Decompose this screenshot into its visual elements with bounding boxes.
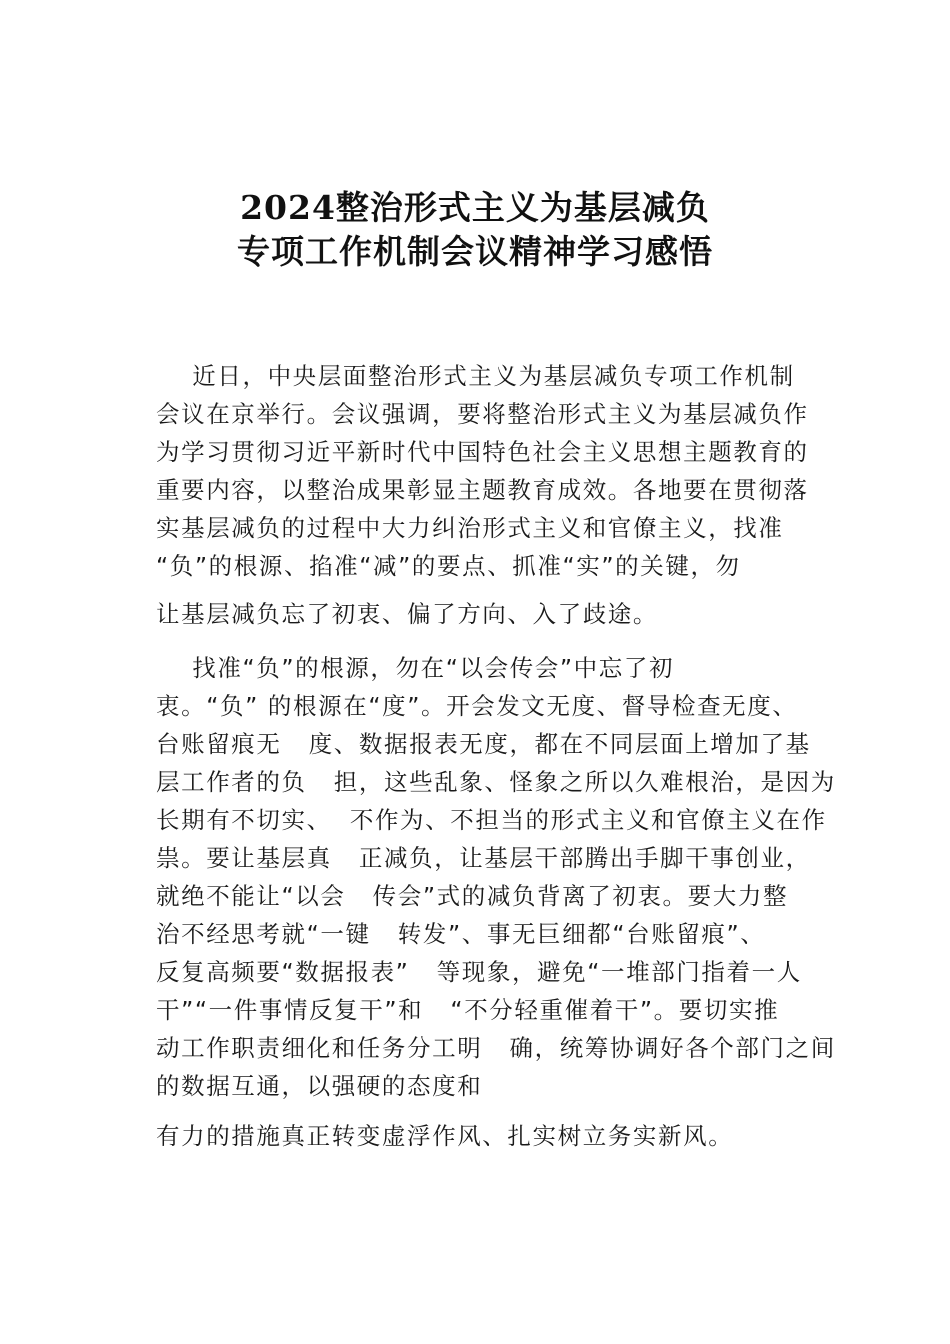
- paragraph-line: 台账留痕无 度、数据报表无度，都在不同层面上增加了基: [156, 730, 811, 758]
- paragraph-line: 找准“负”的根源，勿在“以会传会”中忘了初: [156, 654, 675, 682]
- paragraph-line: 让基层减负忘了初衷、偏了方向、入了歧途。: [156, 600, 658, 628]
- title-line-2: 专项工作机制会议精神学习感悟: [237, 232, 713, 271]
- document-title: [0, 186, 950, 274]
- paragraph-line: 实基层减负的过程中大力纠治形式主义和官僚主义，找准: [156, 514, 784, 542]
- paragraph-line: 就绝不能让“以会 传会”式的减负背离了初衷。要大力整: [156, 882, 789, 910]
- title-line-1: 2024整治形式主义为基层减负: [240, 188, 710, 227]
- paragraph-line: 治不经思考就“一键 转发”、事无巨细都“台账留痕”、: [156, 920, 766, 948]
- paragraph-line: 的数据互通，以强硬的态度和: [156, 1072, 483, 1100]
- paragraph-1: [156, 357, 846, 633]
- paragraph-line: 反复高频要“数据报表” 等现象，避免“一堆部门指着一人: [156, 958, 802, 986]
- paragraph-line: “负”的根源、掐准“减”的要点、抓准“实”的关键，勿: [156, 552, 741, 580]
- paragraph-line: 长期有不切实、 不作为、不担当的形式主义和官僚主义在作: [156, 806, 827, 834]
- paragraph-line: 动工作职责细化和任务分工明 确，统筹协调好各个部门之间: [156, 1034, 836, 1062]
- paragraph-line: 干”“一件事情反复干”和 “不分轻重催着干”。要切实推: [156, 996, 780, 1024]
- paragraph-line: 有力的措施真正转变虚浮作风、扎实树立务实新风。: [156, 1122, 734, 1150]
- paragraph-line: 会议在京举行。会议强调，要将整治形式主义为基层减负作: [156, 400, 809, 428]
- paragraph-line: 为学习贯彻习近平新时代中国特色社会主义思想主题教育的: [156, 438, 809, 466]
- paragraph-line: 祟。要让基层真 正减负，让基层干部腾出手脚干事创业，: [156, 844, 811, 872]
- paragraph-2: [156, 649, 846, 1155]
- paragraph-line: 衷。“负” 的根源在“度”。开会发文无度、督导检查无度、: [156, 692, 798, 720]
- paragraph-line: 重要内容，以整治成果彰显主题教育成效。各地要在贯彻落: [156, 476, 809, 504]
- paragraph-line: 近日，中央层面整治形式主义为基层减负专项工作机制: [156, 362, 795, 390]
- paragraph-line: 层工作者的负 担，这些乱象、怪象之所以久难根治，是因为: [156, 768, 836, 796]
